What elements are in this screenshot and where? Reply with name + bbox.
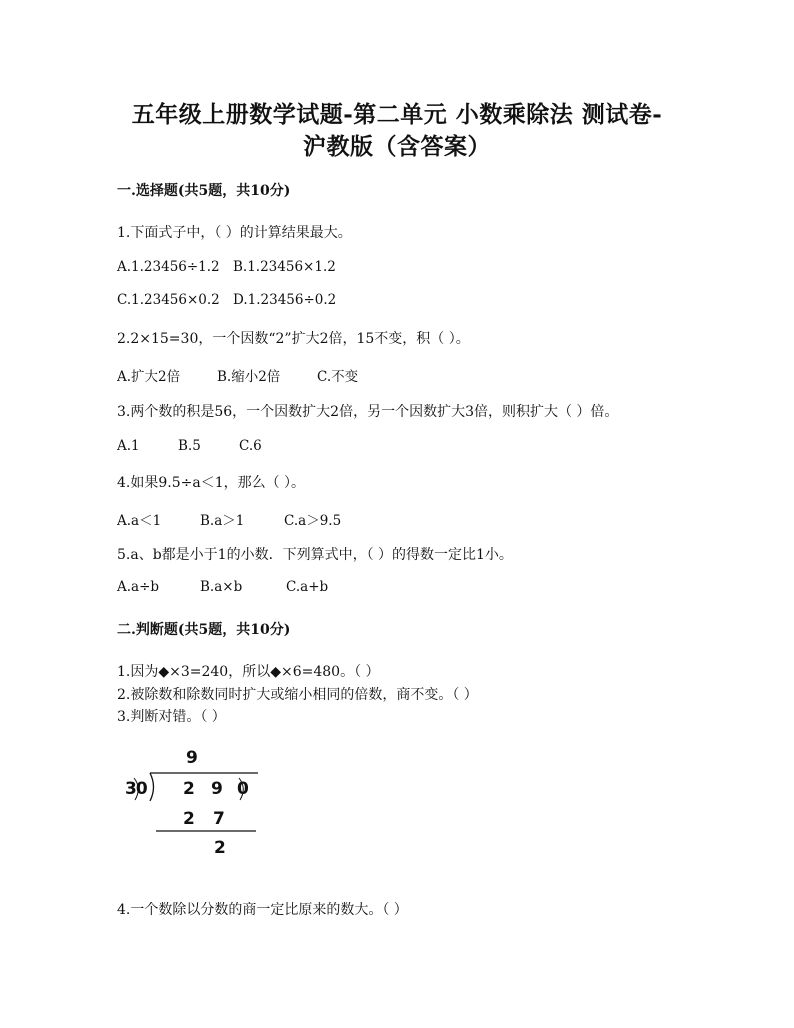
question-5-options: [117, 579, 328, 595]
question-4-options: [117, 509, 341, 529]
question-1-options-row-1: [117, 259, 336, 275]
divisor: 30: [125, 779, 147, 799]
long-division-lines: [120, 745, 280, 865]
judge-item-3: 3.判断对错。（ ）: [117, 709, 226, 725]
option-c: C.6: [239, 438, 262, 454]
option-b: B.a×b: [200, 579, 243, 595]
judge-item-2: 2.被除数和除数同时扩大或缩小相同的倍数，商不变。（ ）: [117, 687, 478, 703]
quotient-digit: 9: [186, 748, 198, 768]
question-2-stem: 2.2×15=30，一个因数“2”扩大2倍，15不变，积（ ）。: [117, 331, 470, 347]
option-b: B.缩小2倍: [217, 369, 281, 385]
option-b: B.1.23456×1.2: [233, 259, 336, 275]
option-c: C.a＞9.5: [284, 513, 342, 529]
option-c: C.不变: [317, 369, 359, 385]
remainder-digit: 2: [214, 838, 226, 858]
option-c: C.a+b: [286, 579, 329, 595]
judge-item-4: 4.一个数除以分数的商一定比原来的数大。（ ）: [117, 902, 408, 918]
question-3-stem: 3.两个数的积是56，一个因数扩大2倍，另一个因数扩大3倍，则积扩大（ ）倍。: [117, 404, 619, 420]
dividend-digit-3: 0: [237, 779, 249, 799]
option-a: A.1.23456÷1.2: [117, 259, 220, 275]
question-3-options: [117, 438, 262, 454]
page-title-line-1: 五年级上册数学试题-第二单元 小数乘除法 测试卷-: [131, 101, 663, 128]
option-a: A.a÷b: [117, 579, 160, 595]
long-division-figure: [120, 745, 280, 865]
option-a: A.1: [117, 438, 140, 454]
dividend-digit-2: 9: [211, 779, 223, 799]
option-a: A.扩大2倍: [117, 369, 181, 385]
section-1-heading: 一.选择题(共5题，共10分): [117, 183, 291, 199]
page-title-line-2: 沪教版（含答案）: [303, 133, 491, 160]
product-digit-2: 7: [213, 809, 225, 829]
section-2-heading: 二.判断题(共5题，共10分): [117, 622, 291, 638]
dividend-digit-1: 2: [183, 779, 195, 799]
option-b: B.a＞1: [200, 513, 245, 529]
question-1-options-row-2: [117, 292, 336, 308]
judge-item-1: 1.因为◆×3=240，所以◆×6=480。（ ）: [117, 664, 380, 680]
question-4-stem: 4.如果9.5÷a＜1，那么（ ）。: [117, 475, 306, 491]
question-1-stem: 1.下面式子中，（ ）的计算结果最大。: [117, 225, 352, 241]
question-5-stem: 5.a、b都是小于1的小数．下列算式中，（ ）的得数一定比1小。: [117, 547, 513, 563]
option-c: C.1.23456×0.2: [117, 292, 220, 308]
question-2-options: [117, 365, 358, 385]
option-a: A.a＜1: [117, 513, 162, 529]
option-b: B.5: [178, 438, 201, 454]
option-d: D.1.23456÷0.2: [233, 292, 337, 308]
product-digit-1: 2: [183, 809, 195, 829]
